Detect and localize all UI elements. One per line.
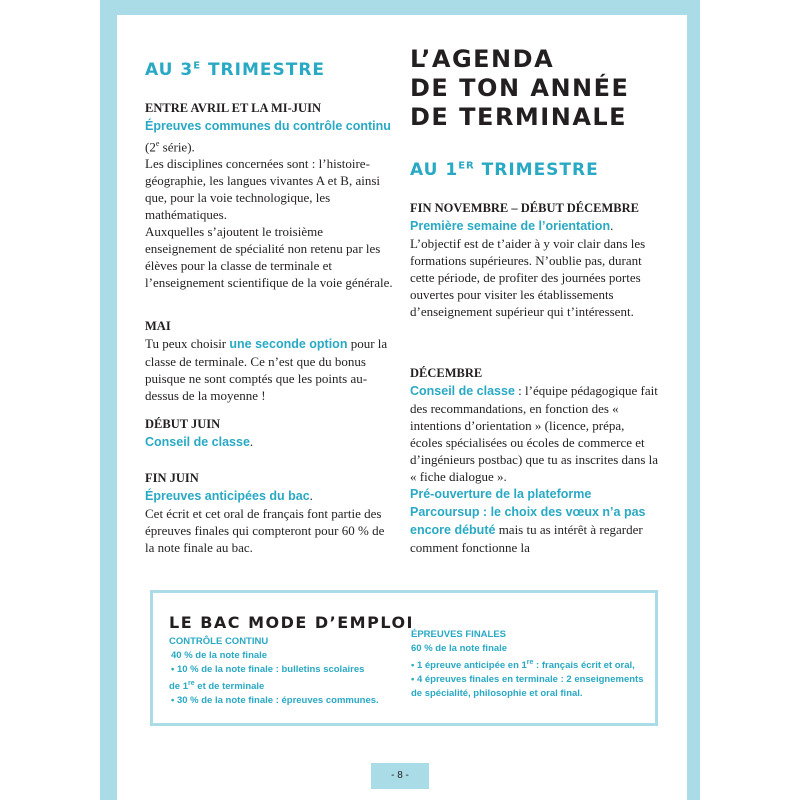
block-text: Conseil de classe. [145,434,254,449]
right-column [410,45,660,555]
block-text: Épreuves anticipées du bac. [145,488,313,503]
box-heading: ÉPREUVES FINALES [411,629,507,640]
period-label: DÉCEMBRE [410,366,483,380]
period-label: FIN NOVEMBRE – DÉBUT DÉCEMBRE [410,201,639,215]
agenda-block-decembre [410,365,660,556]
period-label: ENTRE AVRIL ET LA MI-JUIN [145,101,321,115]
block-paragraph: Les disciplines concernées sont : l’histoire-géographie, les langues vivantes A et B, ainsi que, pour la voie technologique, les mathématiques. [145,156,381,223]
box-line: 40 % de la note finale [171,650,268,661]
box-line: • 30 % de la note finale : épreuves communes. [171,695,379,707]
block-paragraph: L’objectif est de t’aider à y voir clair dans les formations supérieures. N’oublie pas, durant cette période, de profiter des journées portes ouvertes pour visiter les établissements d’enseignement supérieur qui t’intéressent. [410,236,646,319]
box-left-column [169,635,399,708]
period-label: MAI [145,319,171,333]
block-text: Épreuves communes du contrôle continu (2e série). [145,119,391,155]
box-line: • 10 % de la note finale : bulletins scolaires [171,664,365,675]
agenda-block-debut-juin [145,416,395,451]
box-title: LE BAC MODE D’EMPLOI [169,613,415,632]
agenda-block-fin-novembre [410,200,660,320]
block-text: Pré-ouverture de la plateforme Parcoursup : le choix des vœux n’a pas encore débuté mais tu as intérêt à regarder comment fonctionne la [410,487,646,555]
highlight-text: Première semaine de l’orientation [410,219,611,233]
page-number: - 8 - [371,763,429,789]
block-text: Première semaine de l’orientation. [410,218,614,233]
agenda-block-mai [145,318,395,404]
highlight-text: une seconde option [229,337,348,351]
highlight-text: Pré-ouverture de la plateforme Parcoursup : le choix des vœux n’a pas encore débuté [410,487,646,537]
period-label: FIN JUIN [145,471,199,485]
page-title: L’AGENDA DE TON ANNÉE DE TERMINALE [410,45,630,131]
highlight-text: Conseil de classe [410,384,515,398]
agenda-block-avril [145,100,395,291]
box-line: • 1 épreuve anticipée en 1re : français écrit et oral, [411,659,635,672]
period-label: DÉBUT JUIN [145,417,221,431]
left-column [145,60,395,555]
block-text: Tu peux choisir une seconde option pour la classe de terminale. Ce n’est que du bonus puisque ne sont comptés que les points au-dessus de la moyenne ! [145,336,388,403]
box-line: • 4 épreuves finales en terminale : 2 enseignements de spécialité, philosophie et oral final. [411,674,644,700]
bac-info-box [150,590,658,726]
box-line: 60 % de la note finale [411,643,508,654]
box-right-column [411,628,651,701]
section-title-3e-trimestre: AU $3^E$ TRIMESTRE [145,60,326,80]
block-text: Conseil de classe : l’équipe pédagogique fait des recommandations, en fonction des « intentions d’orientation » (licence, prépa, écoles spécialisées ou écoles de commerce et d’ingénieurs postbac) que tu as inscrites dans la « fiche dialogue ». [410,383,659,484]
box-heading: CONTRÔLE CONTINU [169,636,269,647]
block-paragraph: Auxquelles s’ajoutent le troisième enseignement de spécialité non retenu par les élèves pour la classe de terminale et l’enseignement scientifique de la voie générale. [145,224,393,291]
highlight-text: Épreuves communes du contrôle continu [145,119,391,133]
highlight-text: Épreuves anticipées du bac [145,489,310,503]
highlight-text: Conseil de classe [145,435,250,449]
agenda-block-fin-juin [145,470,395,556]
block-paragraph: Cet écrit et cet oral de français font partie des épreuves finales qui compteront pour 60 % de la note finale au bac. [145,506,385,555]
box-line: de 1re et de terminale [169,680,265,693]
section-title-1er-trimestre: AU 1ER TRIMESTRE [410,160,599,180]
